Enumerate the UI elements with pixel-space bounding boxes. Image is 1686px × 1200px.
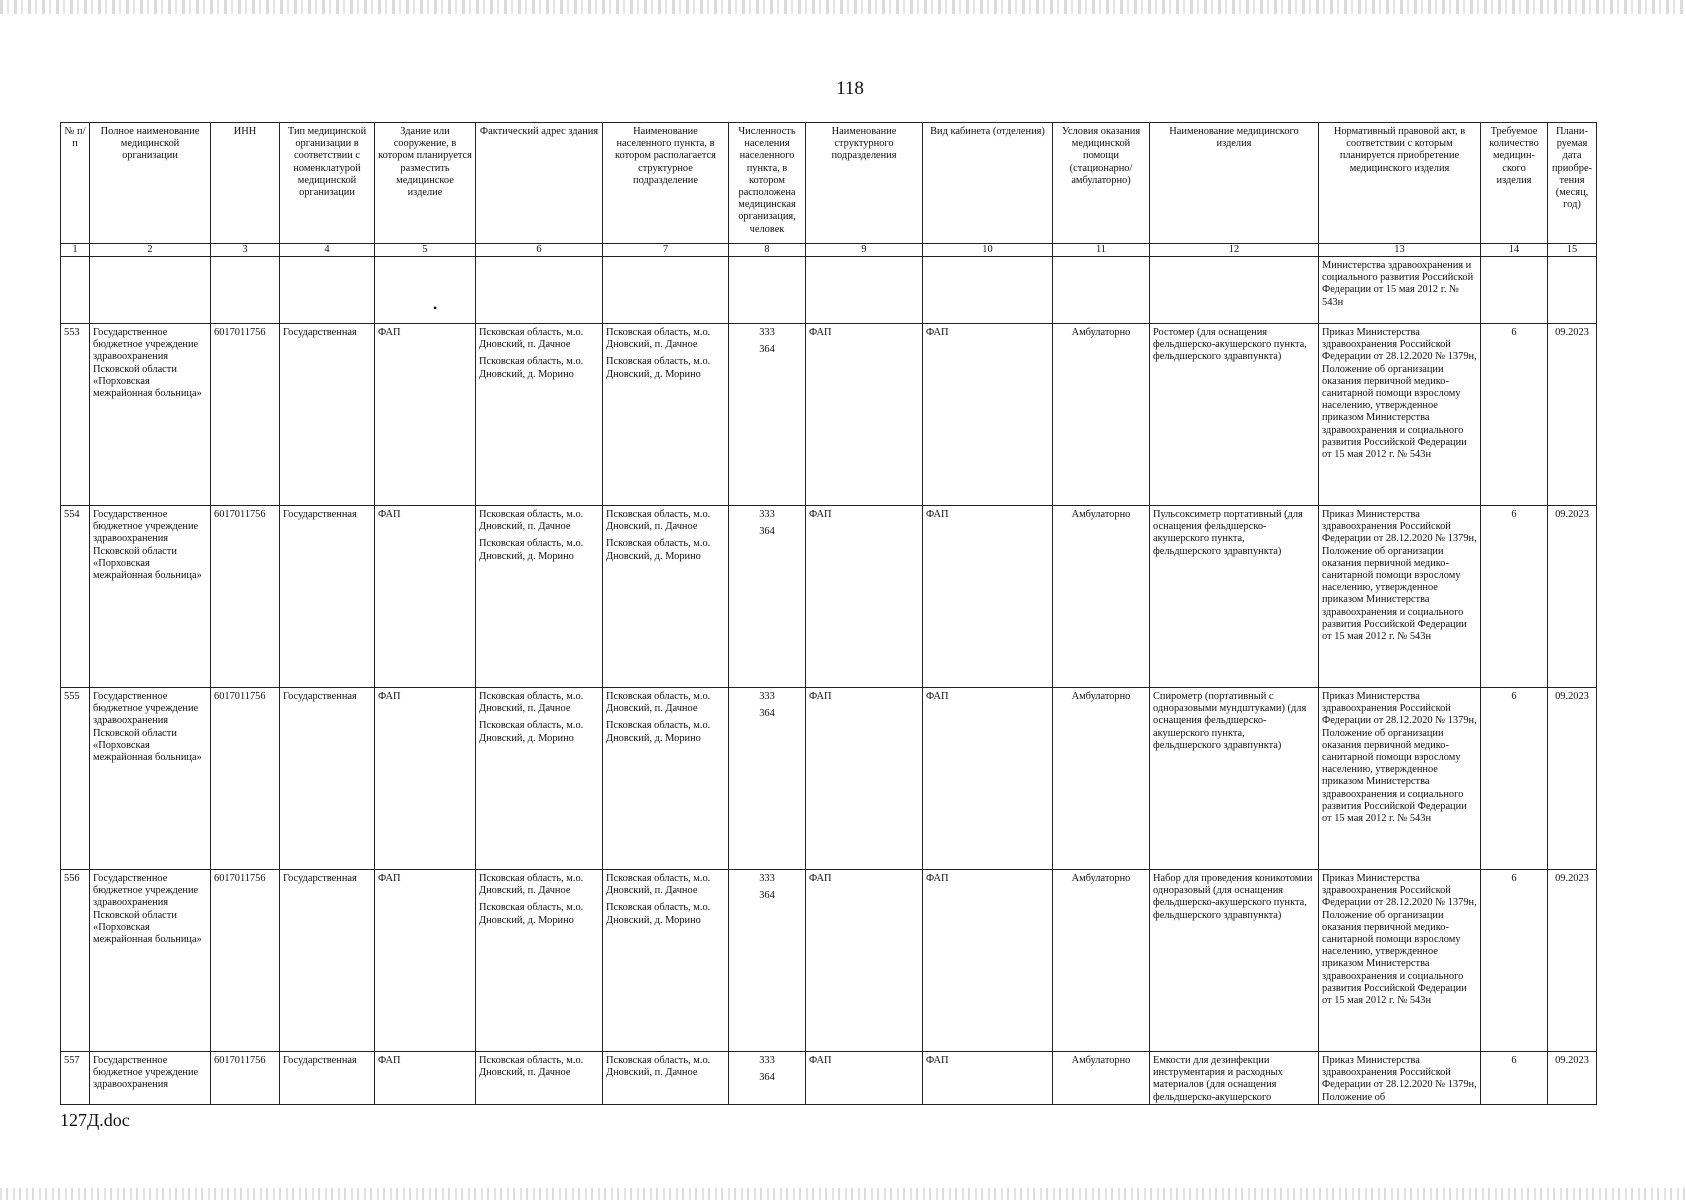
legal-act: Приказ Министерства здравоохранения Российской Федерации от 28.12.2020 № 1379н, Положение об организации оказания первичной медико-санитарной помощи взрослому населению, утвержденное приказом Министерства здравоохранения и социального развития Российской Федерации от 15 мая 2012 г. № 543н [1319,870,1481,1052]
col-num-10: 10 [923,244,1053,257]
device-name: Емкости для дезинфекции инструментария и расходных материалов (для оснащения фельдшерско-акушерского [1150,1052,1319,1105]
col-num-15: 15 [1548,244,1597,257]
subdivision: ФАП [806,324,923,506]
population [729,1052,806,1105]
population-2: 364 [759,344,775,356]
building: ФАП [375,688,476,870]
legal-act: Приказ Министерства здравоохранения Российской Федерации от 28.12.2020 № 1379н, Положение об организации оказания первичной медико-санитарной помощи взрослому населению, утвержденное приказом Министерства здравоохранения и социального развития Российской Федерации от 15 мая 2012 г. № 543н [1319,324,1481,506]
org-type: Государственная [280,688,375,870]
settlement [603,870,729,1052]
device-name: Ростомер (для оснащения фельдшерско-акушерского пункта, фельдшерского здравпункта) [1150,324,1319,506]
purchase-date: 09.2023 [1548,506,1597,688]
col-header-10: Вид кабинета (отделения) [923,123,1053,244]
conditions: Амбулаторно [1053,324,1150,506]
column-number-row [61,244,1597,257]
org-type: Государственная [280,870,375,1052]
page-number: 118 [836,78,864,99]
scan-edge-top [0,0,1686,14]
org-type: Государственная [280,506,375,688]
row-number: 556 [61,870,90,1052]
table-row [61,324,1597,506]
building: ФАП [375,324,476,506]
table-row [61,688,1597,870]
org-name: Государственное бюджетное учреждение здравоохранения Псковской области «Порховская межрайонная больница» [90,506,211,688]
subdivision: ФАП [806,1052,923,1105]
inn: 6017011756 [211,870,280,1052]
population-2: 364 [759,1072,775,1084]
purchase-date: 09.2023 [1548,870,1597,1052]
conditions: Амбулаторно [1053,688,1150,870]
cabinet: ФАП [923,506,1053,688]
col-header-15: Плани-руемая дата приобре-тения (месяц, год) [1548,123,1597,244]
cabinet: ФАП [923,324,1053,506]
legal-act: Приказ Министерства здравоохранения Российской Федерации от 28.12.2020 № 1379н, Положение об организации оказания первичной медико-санитарной помощи взрослому населению, утвержденное приказом Министерства здравоохранения и социального развития Российской Федерации от 15 мая 2012 г. № 543н [1319,688,1481,870]
population-1: 333 [759,509,775,520]
col-num-9: 9 [806,244,923,257]
col-header-5: Здание или сооружение, в котором планируется разместить медицинское изделие [375,123,476,244]
address [476,506,603,688]
col-header-7: Наименование населенного пункта, в котором располагается структурное подразделение [603,123,729,244]
conditions: Амбулаторно [1053,1052,1150,1105]
continuation-row [61,257,1597,324]
quantity: 6 [1481,1052,1548,1105]
address-1: Псковская область, м.о. Дновский, п. Дачное [479,509,584,533]
col-num-1: 1 [61,244,90,257]
scan-speck: • [433,301,438,315]
footer-filename: 127Д.doc [60,1110,130,1130]
settlement [603,324,729,506]
address-2: Псковская область, м.о. Дновский, д. Морино [479,538,584,562]
row-number: 555 [61,688,90,870]
population [729,324,806,506]
address-1: Псковская область, м.о. Дновский, п. Дачное [479,1055,584,1079]
table-row [61,506,1597,688]
population-2: 364 [759,708,775,720]
col-num-14: 14 [1481,244,1548,257]
org-name: Государственное бюджетное учреждение здравоохранения [90,1052,211,1105]
col-header-3: ИНН [211,123,280,244]
settlement-1: Псковская область, м.о. Дновский, п. Дачное [606,691,711,715]
population-1: 333 [759,873,775,884]
quantity: 6 [1481,506,1548,688]
address [476,688,603,870]
col-header-4: Тип медицинской организации в соответствии с номенклатурой медицинской организации [280,123,375,244]
quantity: 6 [1481,324,1548,506]
address-2: Псковская область, м.о. Дновский, д. Морино [479,356,584,380]
inn: 6017011756 [211,1052,280,1105]
address [476,1052,603,1105]
col-header-11: Условия оказания медицинской помощи (стационарно/ амбулаторно) [1053,123,1150,244]
row-number: 553 [61,324,90,506]
device-name: Пульсоксиметр портативный (для оснащения фельдшерско-акушерского пункта, фельдшерского здравпункта) [1150,506,1319,688]
purchase-date: 09.2023 [1548,324,1597,506]
settlement-1: Псковская область, м.о. Дновский, п. Дачное [606,327,711,351]
population [729,870,806,1052]
address-1: Псковская область, м.о. Дновский, п. Дачное [479,327,584,351]
settlement-2: Псковская область, м.о. Дновский, д. Морино [606,356,711,380]
col-num-11: 11 [1053,244,1150,257]
org-name: Государственное бюджетное учреждение здравоохранения Псковской области «Порховская межрайонная больница» [90,688,211,870]
subdivision: ФАП [806,506,923,688]
col-num-7: 7 [603,244,729,257]
building: ФАП [375,870,476,1052]
address-1: Псковская область, м.о. Дновский, п. Дачное [479,691,584,715]
col-header-9: Наименование структурного подразделения [806,123,923,244]
quantity: 6 [1481,870,1548,1052]
settlement-2: Псковская область, м.о. Дновский, д. Морино [606,538,711,562]
subdivision: ФАП [806,688,923,870]
settlement [603,688,729,870]
purchase-date: 09.2023 [1548,1052,1597,1105]
subdivision: ФАП [806,870,923,1052]
col-num-5: 5 [375,244,476,257]
table-row [61,1052,1597,1105]
population-2: 364 [759,890,775,902]
table-row [61,870,1597,1052]
conditions: Амбулаторно [1053,506,1150,688]
population [729,688,806,870]
col-header-2: Полное наименование медицинской организации [90,123,211,244]
legal-act: Приказ Министерства здравоохранения Российской Федерации от 28.12.2020 № 1379н, Положение об организации оказания первичной медико-санитарной помощи взрослому населению, утвержденное приказом Министерства здравоохранения и социального развития Российской Федерации от 15 мая 2012 г. № 543н [1319,506,1481,688]
population-1: 333 [759,691,775,702]
address-1: Псковская область, м.о. Дновский, п. Дачное [479,873,584,897]
conditions: Амбулаторно [1053,870,1150,1052]
col-header-6: Фактический адрес здания [476,123,603,244]
org-name: Государственное бюджетное учреждение здравоохранения Псковской области «Порховская межрайонная больница» [90,324,211,506]
settlement-1: Псковская область, м.о. Дновский, п. Дачное [606,509,711,533]
building: ФАП [375,1052,476,1105]
medical-equipment-table [60,122,1597,1105]
header-row [61,123,1597,244]
settlement [603,1052,729,1105]
population [729,506,806,688]
settlement-2: Псковская область, м.о. Дновский, д. Морино [606,720,711,744]
purchase-date: 09.2023 [1548,688,1597,870]
cabinet: ФАП [923,1052,1053,1105]
col-num-4: 4 [280,244,375,257]
settlement-1: Псковская область, м.о. Дновский, п. Дачное [606,873,711,897]
inn: 6017011756 [211,324,280,506]
population-1: 333 [759,327,775,338]
col-num-6: 6 [476,244,603,257]
col-num-13: 13 [1319,244,1481,257]
scan-edge-bottom [0,1188,1686,1200]
quantity: 6 [1481,688,1548,870]
cabinet: ФАП [923,870,1053,1052]
col-header-13: Нормативный правовой акт, в соответствии с которым планируется приобретение медицинского изделия [1319,123,1481,244]
address-2: Псковская область, м.о. Дновский, д. Морино [479,720,584,744]
device-name: Набор для проведения коникотомии одноразовый (для оснащения фельдшерско-акушерского пункта, фельдшерского здравпункта) [1150,870,1319,1052]
org-name: Государственное бюджетное учреждение здравоохранения Псковской области «Порховская межрайонная больница» [90,870,211,1052]
col-num-2: 2 [90,244,211,257]
legal-act: Приказ Министерства здравоохранения Российской Федерации от 28.12.2020 № 1379н, Положение об [1319,1052,1481,1105]
address-2: Псковская область, м.о. Дновский, д. Морино [479,902,584,926]
col-num-3: 3 [211,244,280,257]
continuation-act: Министерства здравоохранения и социального развития Российской Федерации от 15 мая 2012 г. № 543н [1319,257,1481,324]
org-type: Государственная [280,1052,375,1105]
address [476,324,603,506]
population-1: 333 [759,1055,775,1066]
col-header-14: Требуемое количество медицин-ского изделия [1481,123,1548,244]
settlement-2: Псковская область, м.о. Дновский, д. Морино [606,902,711,926]
col-num-8: 8 [729,244,806,257]
inn: 6017011756 [211,688,280,870]
inn: 6017011756 [211,506,280,688]
population-2: 364 [759,526,775,538]
org-type: Государственная [280,324,375,506]
col-header-12: Наименование медицинского изделия [1150,123,1319,244]
cabinet: ФАП [923,688,1053,870]
row-number: 554 [61,506,90,688]
col-num-12: 12 [1150,244,1319,257]
col-header-1: № п/п [61,123,90,244]
device-name: Спирометр (портативный с одноразовыми мундштуками) (для оснащения фельдшерско-акушерского пункта, фельдшерского здравпункта) [1150,688,1319,870]
settlement [603,506,729,688]
building: ФАП [375,506,476,688]
settlement-1: Псковская область, м.о. Дновский, п. Дачное [606,1055,711,1079]
address [476,870,603,1052]
row-number: 557 [61,1052,90,1105]
col-header-8: Численность населения населенного пункта, в котором расположена медицинская организация, человек [729,123,806,244]
